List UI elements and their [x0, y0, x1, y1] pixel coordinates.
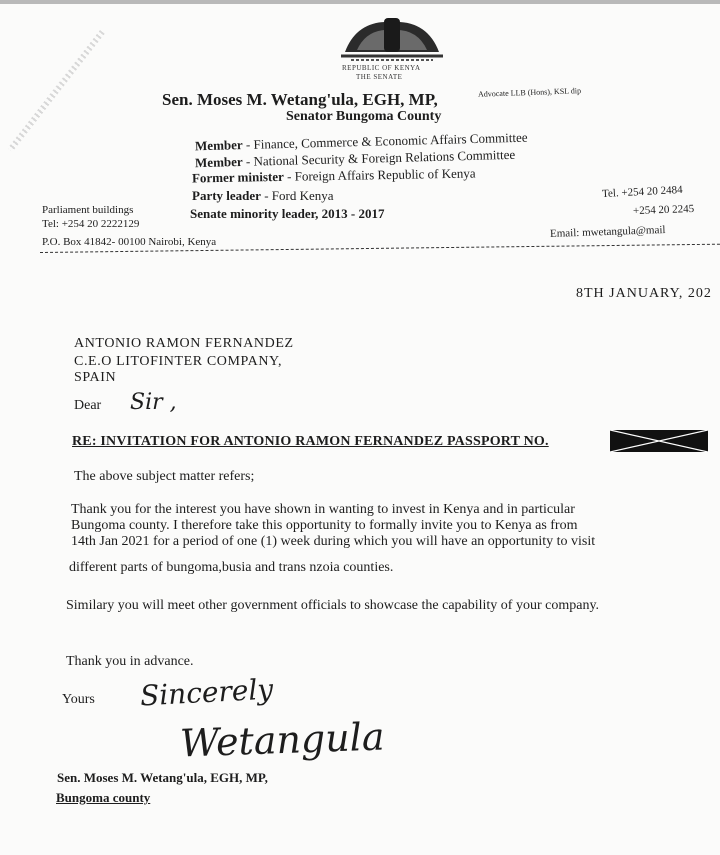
scan-top-edge	[0, 0, 720, 4]
closing-yours: Yours	[62, 692, 95, 707]
paragraph-invite-line-2: Bungoma county. I therefore take this opportunity to formally invite you to Kenya as from	[71, 518, 578, 533]
signature-handwritten: Wetangula	[179, 714, 386, 766]
senator-qualifications: Advocate LLB (Hons), KSL dip	[477, 86, 582, 99]
paragraph-officials: Similary you will meet other government officials to showcase the capability of your company.	[66, 598, 600, 613]
subject-line: RE: INVITATION FOR ANTONIO RAMON FERNANDEZ PASSPORT NO.	[72, 434, 549, 449]
paragraph-subject-refers: The above subject matter refers;	[74, 469, 255, 484]
paragraph-thanks: Thank you in advance.	[66, 654, 194, 669]
salutation: Dear	[74, 398, 102, 413]
senate-text: THE SENATE	[356, 73, 403, 81]
paragraph-invite-line-1: Thank you for the interest you have shown in wanting to invest in Kenya and in particular	[71, 502, 575, 517]
letter-date: 8TH JANUARY, 202	[576, 286, 712, 301]
senator-name: Sen. Moses M. Wetang'ula, EGH, MP,	[162, 90, 438, 109]
republic-text: REPUBLIC OF KENYA	[342, 64, 421, 72]
recipient-title: C.E.O LITOFINTER COMPANY,	[74, 354, 283, 369]
senator-county-title: Senator Bungoma County	[286, 109, 442, 124]
salutation-handwritten: Sir ,	[130, 390, 177, 415]
phone-line-1: Tel. +254 20 2484	[601, 183, 683, 201]
recipient-country: SPAIN	[74, 370, 117, 385]
role-security-committee: Member - National Security & Foreign Relations Committee	[194, 146, 516, 171]
paragraph-invite-line-4: different parts of bungoma,busia and trans nzoia counties.	[69, 560, 394, 575]
paragraph-invite-line-3: 14th Jan 2021 for a period of one (1) week during which you will have an opportunity to visit	[71, 534, 596, 549]
kenya-coat-of-arms-icon	[337, 12, 447, 69]
role-party-leader: Party leader - Ford Kenya	[192, 188, 334, 203]
role-former-minister: Former minister - Foreign Affairs Republic of Kenya	[191, 165, 476, 186]
redacted-passport-number	[610, 430, 708, 452]
phone-line-2: +254 20 2245	[632, 202, 695, 218]
address-po-box: P.O. Box 41842- 00100 Nairobi, Kenya	[42, 236, 217, 248]
role-minority-leader: Senate minority leader, 2013 - 2017	[190, 206, 385, 221]
signatory-county: Bungoma county	[56, 790, 151, 805]
email-address: Email: mwetangula@mail	[549, 223, 666, 241]
address-tel: Tel: +254 20 2222129	[42, 218, 140, 230]
scan-smudge	[8, 30, 105, 152]
recipient-name: ANTONIO RAMON FERNANDEZ	[74, 336, 294, 351]
address-parliament: Parliament buildings	[42, 204, 134, 216]
role-finance-committee: Member - Finance, Commerce & Economic Affairs Committee	[194, 129, 528, 154]
closing-handwritten: Sincerely	[139, 672, 274, 713]
signatory-name: Sen. Moses M. Wetang'ula, EGH, MP,	[57, 770, 268, 785]
